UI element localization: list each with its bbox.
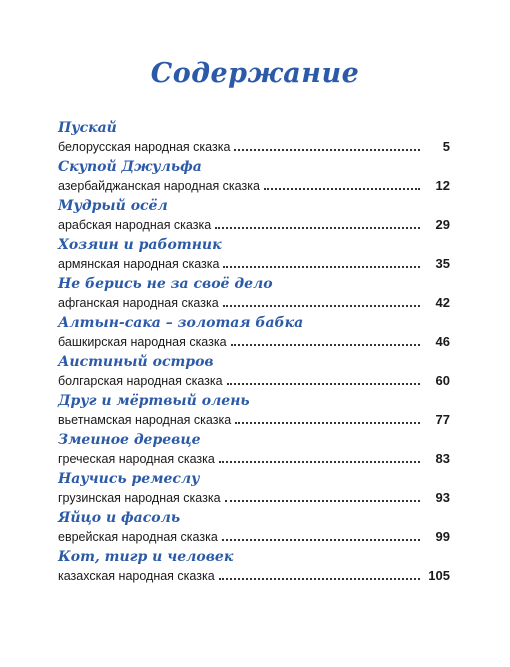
toc-entry[interactable] — [58, 313, 450, 352]
story-origin: еврейская народная сказка — [58, 530, 218, 544]
toc-entry[interactable] — [58, 469, 450, 508]
story-title: Мудрый осёл — [58, 198, 168, 214]
story-origin: грузинская народная сказка — [58, 491, 221, 505]
story-title: Яйцо и фасоль — [58, 510, 181, 526]
story-title: Аистиный остров — [58, 354, 214, 370]
dot-leader — [231, 343, 420, 346]
page-number: 77 — [435, 412, 450, 427]
story-origin: казахская народная сказка — [58, 569, 215, 583]
page-number: 29 — [435, 217, 450, 232]
page-number: 42 — [435, 295, 450, 310]
toc-entry[interactable] — [58, 196, 450, 235]
story-title: Кот, тигр и человек — [58, 549, 234, 565]
story-origin: азербайджанская народная сказка — [58, 179, 260, 193]
story-title: Хозяин и работник — [58, 237, 222, 253]
dot-leader — [222, 538, 420, 541]
story-origin: болгарская народная сказка — [58, 374, 223, 388]
story-title: Змеиное деревце — [58, 432, 201, 448]
story-title: Друг и мёртвый олень — [58, 393, 250, 409]
story-origin: афганская народная сказка — [58, 296, 219, 310]
dot-leader — [227, 382, 420, 385]
dot-leader — [223, 304, 420, 307]
story-origin: арабская народная сказка — [58, 218, 212, 232]
page-number: 105 — [428, 568, 450, 583]
table-of-contents — [58, 118, 450, 586]
story-origin: белорусская народная сказка — [58, 140, 231, 154]
story-title: Скупой Джульфа — [58, 159, 202, 175]
story-origin: башкирская народная сказка — [58, 335, 227, 349]
dot-leader — [235, 421, 420, 424]
toc-entry[interactable] — [58, 118, 450, 157]
dot-leader — [223, 265, 420, 268]
toc-entry[interactable] — [58, 430, 450, 469]
story-title: Пускай — [58, 120, 117, 136]
page-number: 99 — [435, 529, 450, 544]
toc-entry[interactable] — [58, 508, 450, 547]
story-title: Не берись не за своё дело — [58, 276, 273, 292]
page-title: Содержание — [150, 58, 360, 89]
dot-leader — [264, 187, 420, 190]
dot-leader — [225, 499, 420, 502]
page-number: 83 — [435, 451, 450, 466]
dot-leader — [215, 226, 420, 229]
toc-entry[interactable] — [58, 235, 450, 274]
dot-leader — [219, 460, 420, 463]
dot-leader — [219, 577, 420, 580]
story-origin: греческая народная сказка — [58, 452, 215, 466]
story-title: Научись ремеслу — [58, 471, 200, 487]
story-origin: армянская народная сказка — [58, 257, 220, 271]
toc-entry[interactable] — [58, 547, 450, 586]
page-number: 35 — [435, 256, 450, 271]
page-number: 5 — [442, 139, 450, 154]
story-title: Алтын-сака – золотая бабка — [58, 315, 304, 331]
dot-leader — [234, 148, 420, 151]
toc-entry[interactable] — [58, 274, 450, 313]
story-origin: вьетнамская народная сказка — [58, 413, 232, 427]
page-number: 60 — [435, 373, 450, 388]
page-number: 46 — [435, 334, 450, 349]
page-number: 12 — [435, 178, 450, 193]
toc-entry[interactable] — [58, 391, 450, 430]
page-number: 93 — [435, 490, 450, 505]
toc-entry[interactable] — [58, 157, 450, 196]
toc-entry[interactable] — [58, 352, 450, 391]
